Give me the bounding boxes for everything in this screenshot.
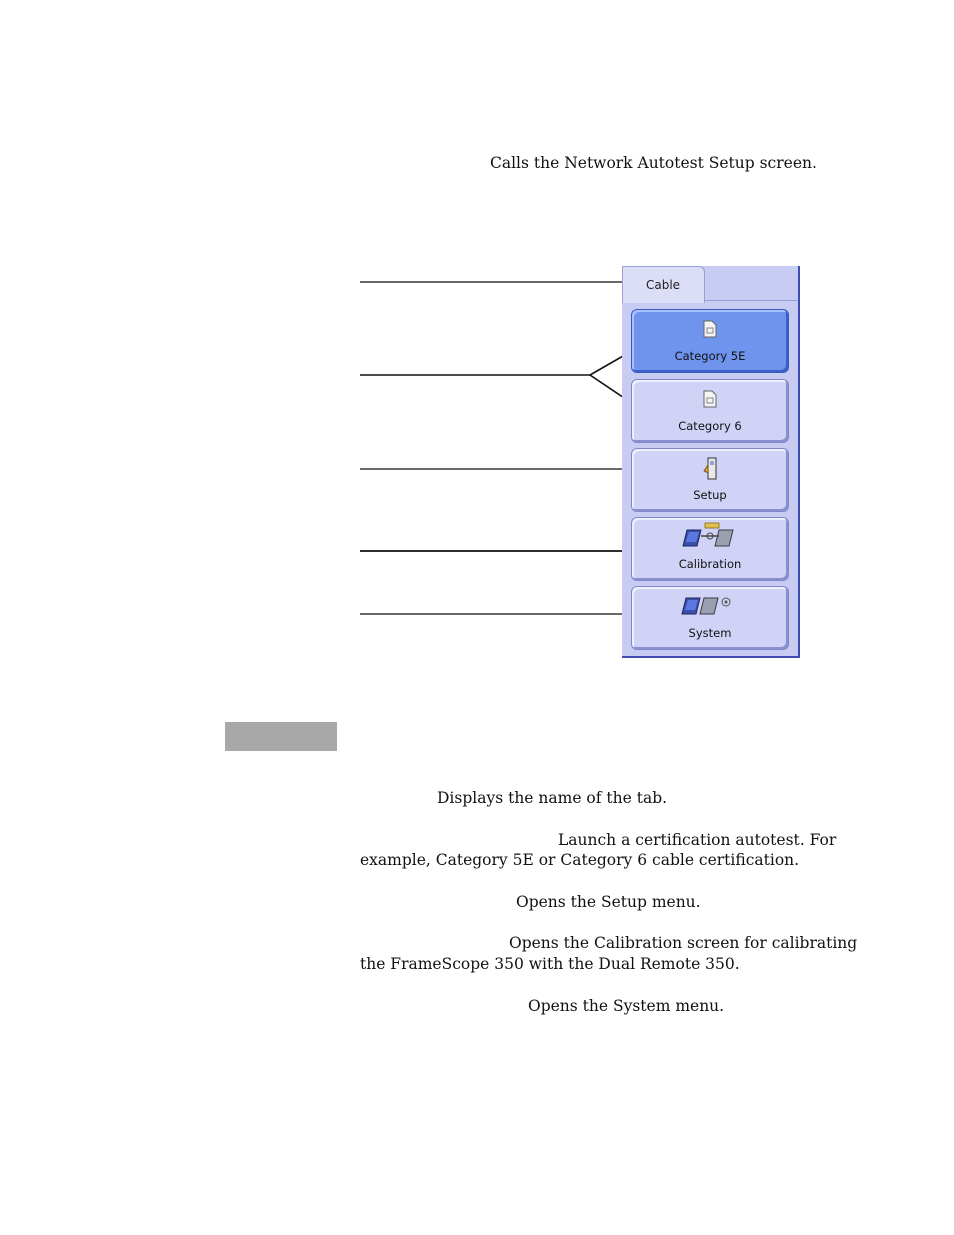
setup-icon <box>632 457 788 481</box>
system-button[interactable] <box>631 586 789 650</box>
desc-calibration-line1: Opens the Calibration screen for calibrating <box>509 934 858 952</box>
desc-system: Opens the System menu. <box>528 997 725 1015</box>
calibration-label: Calibration <box>678 557 742 571</box>
document-icon <box>632 388 788 412</box>
tab-cable-label: Cable <box>646 278 681 292</box>
category-5e-button[interactable] <box>631 309 789 373</box>
section-marker-bar <box>225 722 337 751</box>
cable-screen-panel <box>622 266 800 658</box>
intro-text: Calls the Network Autotest Setup screen. <box>490 154 817 172</box>
calibration-button[interactable] <box>631 517 789 581</box>
document-icon <box>632 318 788 342</box>
setup-button[interactable] <box>631 448 789 512</box>
desc-tab: Displays the name of the tab. <box>437 789 668 807</box>
system-icon <box>632 595 788 619</box>
desc-calibration-line2: the FrameScope 350 with the Dual Remote 350. <box>360 955 740 973</box>
desc-setup: Opens the Setup menu. <box>516 893 701 911</box>
tab-divider <box>705 300 798 301</box>
category-6-button[interactable] <box>631 379 789 443</box>
desc-autotest-line1: Launch a certification autotest. For <box>558 831 837 849</box>
desc-autotest-line2: example, Category 5E or Category 6 cable certification. <box>360 851 800 869</box>
category-5e-label: Category 5E <box>674 349 746 363</box>
category-6-label: Category 6 <box>678 419 742 433</box>
calibration-icon <box>632 526 788 550</box>
system-label: System <box>688 626 732 640</box>
setup-label: Setup <box>693 488 727 502</box>
tab-cable[interactable] <box>622 266 705 303</box>
